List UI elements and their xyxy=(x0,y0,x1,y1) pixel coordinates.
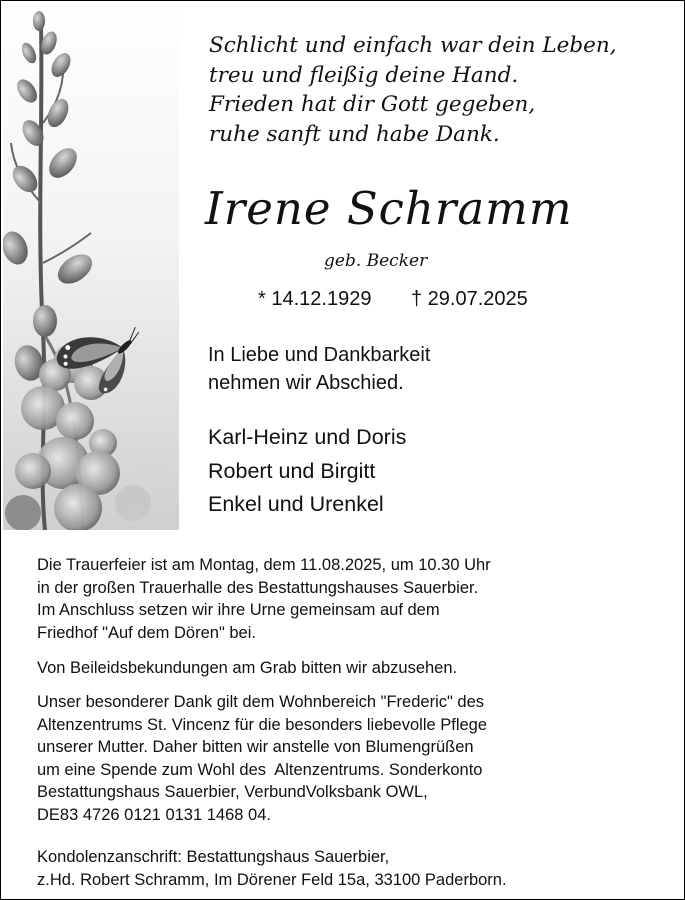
text-line: Kondolenzanschrift: Bestattungshaus Sauerbier, xyxy=(37,848,390,866)
text-line: DE83 4726 0121 0131 1468 04. xyxy=(37,805,271,824)
text-line: Bestattungshaus Sauerbier, VerbundVolksbank OWL, xyxy=(37,783,428,801)
condolence-note xyxy=(37,657,667,680)
poem-line: ruhe sanft und habe Dank. xyxy=(209,121,500,147)
death-date: † 29.07.2025 xyxy=(411,288,528,310)
text-line: in der großen Trauerhalle des Bestattungshauses Sauerbier. xyxy=(37,578,479,597)
farewell-text xyxy=(208,341,430,397)
life-dates xyxy=(258,288,528,311)
text-line: Von Beileidsbekundungen am Grab bitten wir abzusehen. xyxy=(37,659,458,677)
poem-line: treu und fleißig deine Hand. xyxy=(209,62,519,88)
condolence-address xyxy=(37,846,667,891)
mourner: Robert und Birgitt xyxy=(208,458,376,483)
thanks-paragraph xyxy=(37,691,667,826)
text-line: Im Anschluss setzen wir ihre Urne gemeinsam auf dem xyxy=(37,601,440,619)
deceased-name: Irene Schramm xyxy=(205,182,573,235)
poem xyxy=(209,31,649,149)
funeral-info xyxy=(37,554,667,644)
butterfly-flower-illustration xyxy=(3,3,179,530)
mourners-list xyxy=(208,421,406,522)
poem-line: Frieden hat dir Gott gegeben, xyxy=(209,92,536,117)
text-line: Altenzentrums St. Vincenz für die besonders liebevolle Pflege xyxy=(37,715,488,734)
text-line: z.Hd. Robert Schramm, Im Dörener Feld 15a, 33100 Paderborn. xyxy=(37,870,507,889)
text-line: Unser besonderer Dank gilt dem Wohnbereich "Frederic" des xyxy=(37,693,485,711)
maiden-name: geb. Becker xyxy=(324,251,428,271)
text-line: Friedhof "Auf dem Dören" bei. xyxy=(37,623,256,642)
poem-line: Schlicht und einfach war dein Leben, xyxy=(209,33,617,58)
mourner: Enkel und Urenkel xyxy=(208,492,384,516)
farewell-line: nehmen wir Abschied. xyxy=(208,372,404,394)
text-line: unserer Mutter. Daher bitten wir anstelle von Blumengrüßen xyxy=(37,738,474,756)
mourner: Karl-Heinz und Doris xyxy=(208,425,407,449)
farewell-line: In Liebe und Dankbarkeit xyxy=(208,344,431,366)
birth-date: * 14.12.1929 xyxy=(258,288,372,310)
text-line: um eine Spende zum Wohl des Altenzentrums. Sonderkonto xyxy=(37,760,483,779)
text-line: Die Trauerfeier ist am Montag, dem 11.08.2025, um 10.30 Uhr xyxy=(37,556,491,574)
